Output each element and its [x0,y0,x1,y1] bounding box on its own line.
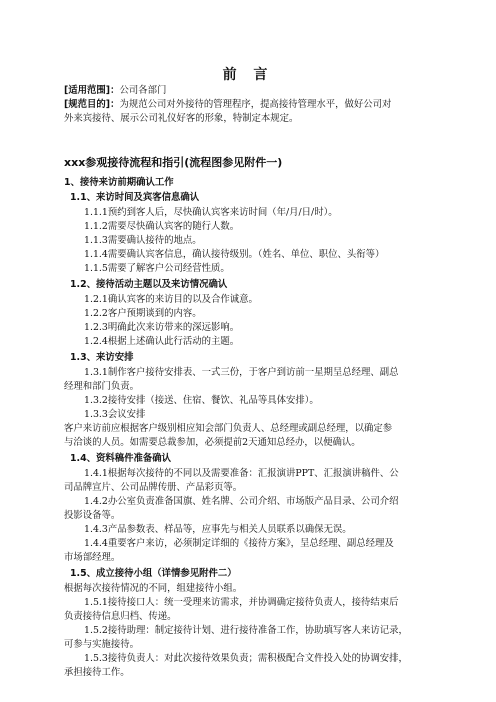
item-1-2-3: 1.2.3明确此次来访带来的深远影响。 [84,322,240,333]
item-1-5-1a: 1.5.1接待接口人：统一受理来访需求，并协调确定接待负责人，接待结束后 [84,597,399,608]
item-1-5-2b: 可参与实施接待。 [64,639,140,650]
heading-1-3: 1.3、来访安排 [70,352,134,363]
heading-1-1: 1.1、来访时间及宾客信息确认 [70,192,200,203]
purpose-line [64,98,391,111]
heading-1-4: 1.4、资料稿件准备确认 [70,453,171,464]
item-1-1-2: 1.1.2需要尽快确认宾客的随行人数。 [84,221,240,232]
item-1-1-3: 1.1.3需要确认接待的地点。 [84,235,202,246]
scope-label: [适用范围]： [64,85,120,96]
item-1-3-1a: 1.3.1制作客户接待安排表、一式三份，于客户到访前一星期呈总经理、副总 [84,367,399,378]
item-1-5-1b: 负责接待信息归档、传递。 [64,611,177,622]
scope-text: 公司各部门 [119,85,167,96]
item-1-4-4b: 市场部经理。 [64,552,121,563]
paragraph-1-3a: 客户来访前应根据客户级别相应知会部门负责人、总经理或副总经理，以确定参 [64,423,393,434]
item-1-5-3b: 承担接待工作。 [64,667,130,678]
page-title: 前 言 [222,67,274,83]
item-1-3-1b: 经理和部门负责。 [64,381,140,392]
item-1-3-2: 1.3.2接待安排（接送、住宿、餐饮、礼品等具体安排）。 [84,395,319,406]
item-1-2-1: 1.2.1确认宾客的来访目的以及合作诚意。 [84,294,258,305]
heading-1-2: 1.2、接待活动主题以及来访情况确认 [70,279,228,290]
item-1-2-2: 1.2.2客户预期谈到的内容。 [84,308,202,319]
heading-1: 1、接待来访前期确认工作 [64,177,174,188]
item-1-1-1: 1.1.1预约到客人后，尽快确认宾客来访时间（年/月/日/时）。 [84,207,338,218]
item-1-4-2a: 1.4.2办公室负责准备国旗、姓名牌、公司介绍、市场版产品目录、公司介绍 [84,496,399,507]
heading-1-5: 1.5、成立接待小组（详情参见附件二） [70,568,237,579]
item-1-4-1b: 司品牌宣片、公司品牌传册、产品彩页等。 [64,482,243,493]
purpose-text-2: 外来宾接待、展示公司礼仪好客的形象，特制定本规定。 [64,113,299,124]
purpose-label: [规范目的]： [64,99,120,110]
item-1-5-3a: 1.5.3接待负责人：对此次接待效果负责；需积极配合文件投入处的协调安排， [84,653,408,664]
item-1-4-3: 1.4.3产品参数表、样品等，应事先与相关人员联系以确保无误。 [84,524,352,535]
purpose-text-1: 为规范公司对外接待的管理程序，提高接待管理水平，做好公司对 [119,99,392,110]
item-1-2-4: 1.2.4根据上述确认此行活动的主题。 [84,336,240,347]
item-1-4-2b: 投影设备等。 [64,510,121,521]
item-1-4-1a: 1.4.1根据每次接待的不同以及需要准备：汇报演讲PPT、汇报演讲稿件、公 [84,468,399,479]
item-1-4-4a: 1.4.4重要客户来访，必须制定详细的《接待方案》，呈总经理、副总经理及 [84,538,394,549]
paragraph-1-5: 根据每次接待情况的不同，组建接待小组。 [64,583,243,594]
item-1-1-4: 1.1.4需要确认宾客信息，确认接待级别。（姓名、单位、职位、头衔等） [84,249,385,260]
item-1-3-3: 1.3.3会议安排 [84,409,146,420]
section-title: xxx参观接待流程和指引(流程图参见附件一) [64,156,283,169]
scope-line [64,84,166,97]
item-1-5-2a: 1.5.2接待助理：制定接待计划、进行接待准备工作，协助填写客人来访记录， [84,625,408,636]
paragraph-1-3b: 与洽谈的人员。如需要总裁参加，必须提前2天通知总经办，以便确认。 [64,437,361,448]
item-1-1-5: 1.1.5需要了解客户公司经营性质。 [84,263,230,274]
